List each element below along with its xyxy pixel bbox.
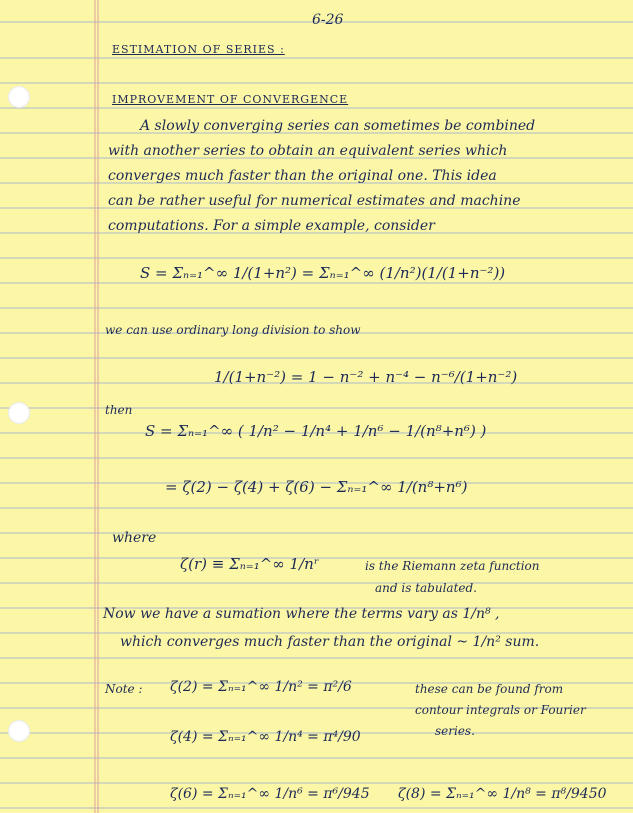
- equation-series-s: S = Σₙ₌₁^∞ 1/(1+n²) = Σₙ₌₁^∞ (1/n²)(1/(1+n⁻²)): [140, 264, 506, 282]
- section-heading: ESTIMATION OF SERIES :: [112, 43, 285, 56]
- zeta-4-value: ζ(4) = Σₙ₌₁^∞ 1/n⁴ = π⁴/90: [170, 729, 361, 745]
- then-label: then: [105, 403, 133, 417]
- binder-hole-top: [8, 86, 30, 108]
- now-line-2: which converges much faster than the original ~ 1/n² sum.: [120, 634, 540, 650]
- zeta-description-1: is the Riemann zeta function: [365, 559, 540, 573]
- zeta-description-2: and is tabulated.: [375, 581, 477, 595]
- binder-hole-bottom: [8, 720, 30, 742]
- long-division-text: we can use ordinary long division to show: [105, 323, 361, 337]
- equation-zeta-sum: = ζ(2) − ζ(4) + ζ(6) − Σₙ₌₁^∞ 1/(n⁸+n⁶): [165, 478, 468, 496]
- where-label: where: [112, 530, 157, 546]
- equation-long-division: 1/(1+n⁻²) = 1 − n⁻² + n⁻⁴ − n⁻⁶/(1+n⁻²): [214, 368, 518, 386]
- page-number: 6-26: [312, 12, 344, 28]
- subsection-heading: IMPROVEMENT OF CONVERGENCE: [112, 93, 349, 106]
- note-side-3: series.: [435, 724, 475, 738]
- binder-hole-middle: [8, 402, 30, 424]
- paragraph-line-3: converges much faster than the original one. This idea: [108, 168, 497, 184]
- zeta-8-value: ζ(8) = Σₙ₌₁^∞ 1/n⁸ = π⁸/9450: [398, 786, 607, 802]
- note-label: Note :: [105, 682, 143, 696]
- now-line-1: Now we have a sumation where the terms vary as 1/n⁸ ,: [103, 606, 500, 622]
- zeta-2-value: ζ(2) = Σₙ₌₁^∞ 1/n² = π²/6: [170, 679, 352, 695]
- equation-expanded-sum: S = Σₙ₌₁^∞ ( 1/n² − 1/n⁴ + 1/n⁶ − 1/(n⁸+n⁶) ): [145, 422, 487, 440]
- paragraph-line-5: computations. For a simple example, consider: [108, 218, 435, 234]
- zeta-definition: ζ(r) ≡ Σₙ₌₁^∞ 1/nʳ: [180, 555, 320, 573]
- paragraph-line-2: with another series to obtain an equivalent series which: [108, 143, 508, 159]
- note-side-2: contour integrals or Fourier: [415, 703, 586, 717]
- zeta-6-value: ζ(6) = Σₙ₌₁^∞ 1/n⁶ = π⁶/945: [170, 786, 370, 802]
- paragraph-line-1: A slowly converging series can sometimes be combined: [140, 118, 536, 134]
- paragraph-line-4: can be rather useful for numerical estimates and machine: [108, 193, 521, 209]
- note-side-1: these can be found from: [415, 682, 564, 696]
